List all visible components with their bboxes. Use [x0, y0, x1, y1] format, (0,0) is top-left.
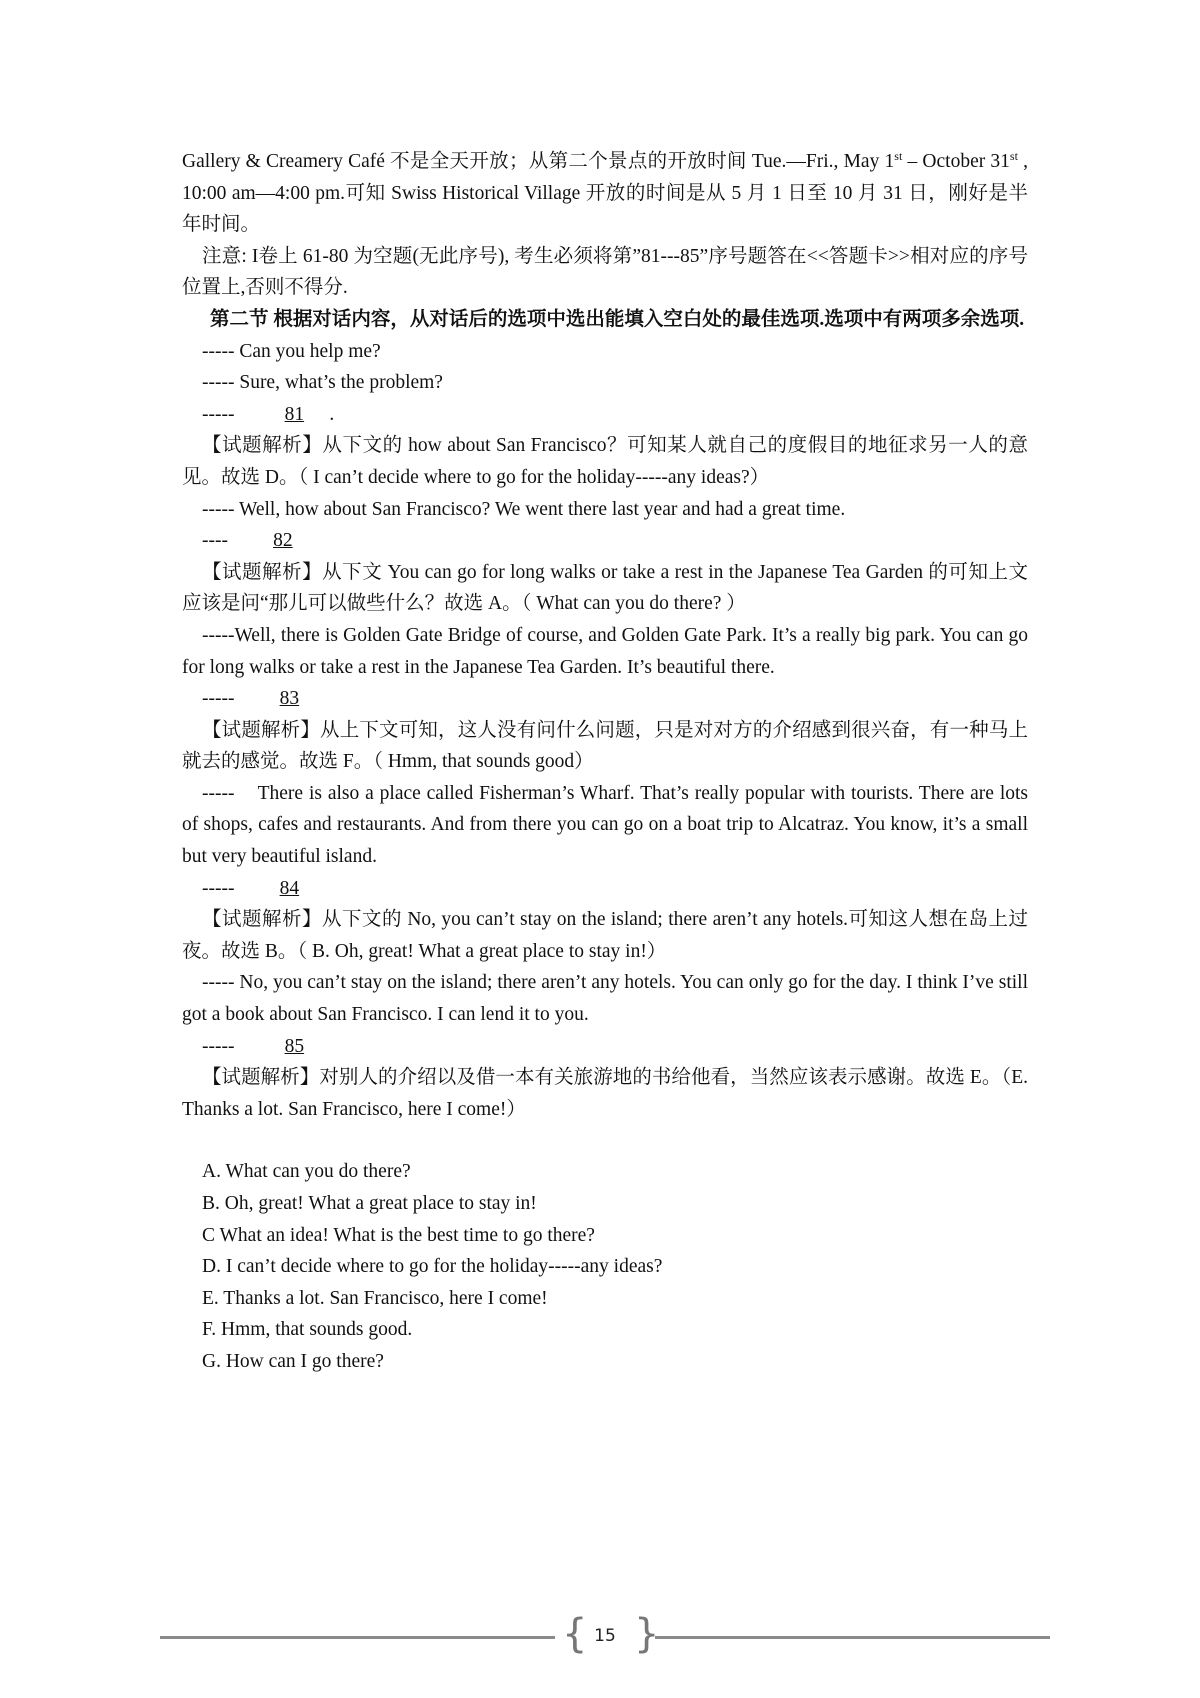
dialog-line: -----Well, there is Golden Gate Bridge of course, and Golden Gate Park. It’s a really big park. You can go for long walks or take a rest in the Japanese Tea Garden. It’s beautiful there.	[182, 624, 1028, 678]
dialog-line: ----- Can you help me?	[202, 340, 381, 362]
intro-line2: October 31	[922, 151, 1010, 172]
answer-blank-81: 81	[284, 403, 305, 425]
page-number: 15	[594, 1626, 616, 1646]
question-84	[182, 873, 1028, 905]
document-body	[182, 146, 1033, 1378]
dialog-line: ----- Sure, what’s the problem?	[202, 372, 443, 394]
dash-prefix: -----	[202, 1035, 240, 1057]
question-81	[182, 399, 1028, 431]
intro-dash: –	[902, 151, 918, 172]
option-d: D. I can’t decide where to go for the holiday-----any ideas?	[202, 1256, 663, 1278]
dialog-line: ----- There is also a place called Fisherman’s Wharf. That’s really popular with tourists. There are lots of shops, cafes and restaurants. And from there you can go on a boat trip to Alcatraz. You know, it’s a small but very beautiful island.	[182, 782, 1033, 868]
question-82	[182, 525, 1028, 557]
answer-blank-84: 84	[279, 877, 300, 899]
options-list	[182, 1156, 1028, 1377]
intro-paragraph	[182, 146, 1028, 241]
answer-blank-82: 82	[273, 530, 293, 552]
footer-rule-left	[160, 1636, 555, 1639]
analysis-83: 【试题解析】从上下文可知，这人没有问什么问题，只是对对方的介绍感到很兴奋，有一种马上就去的感觉。故选 F。（ Hmm, that sounds good）	[182, 719, 1028, 773]
exam-note: 注意: I卷上 61-80 为空题(无此序号), 考生必须将第”81---85”序号题答在<<答题卡>>相对应的序号位置上,否则不得分.	[182, 245, 1028, 299]
option-e: E. Thanks a lot. San Francisco, here I come!	[202, 1287, 548, 1309]
footer-rule-right	[655, 1636, 1050, 1639]
option-f: F. Hmm, that sounds good.	[202, 1319, 413, 1341]
option-g: G. How can I go there?	[202, 1350, 384, 1372]
analysis-82: 【试题解析】从下文 You can go for long walks or take a rest in the Japanese Tea Garden 的可知上文应该是问“那儿可以做些什么？故选 A。（ What can you do there? ）	[182, 561, 1028, 615]
superscript: st	[1009, 149, 1018, 163]
spacer	[182, 1125, 1028, 1156]
dash-prefix: ----	[202, 530, 233, 552]
page-footer	[160, 1612, 1050, 1662]
question-85	[182, 1031, 1028, 1063]
option-a: A. What can you do there?	[202, 1161, 411, 1183]
right-brace-icon: }	[634, 1611, 660, 1657]
dash-prefix: -----	[202, 403, 240, 425]
option-b: B. Oh, great! What a great place to stay in!	[202, 1193, 537, 1214]
left-brace-icon: {	[562, 1611, 588, 1657]
period: .	[329, 403, 335, 425]
intro-line1: Gallery & Creamery Café 不是全天开放；从第二个景点的开放时间 Tue.—Fri., May 1	[182, 151, 895, 172]
dash-prefix: -----	[202, 877, 240, 899]
section-heading: 第二节 根据对话内容，从对话后的选项中选出能填入空白处的最佳选项.选项中有两项多余选项.	[210, 308, 1025, 330]
answer-blank-83: 83	[279, 688, 300, 710]
answer-blank-85: 85	[284, 1035, 305, 1057]
question-83	[182, 683, 1028, 715]
option-c: C What an idea! What is the best time to go there?	[202, 1224, 595, 1246]
analysis-85: 【试题解析】对别人的介绍以及借一本有关旅游地的书给他看，当然应该表示感谢。故选 E。（E. Thanks a lot. San Francisco, here I come!）	[182, 1067, 1028, 1120]
intro-line2-rest: , 10:00 am—4:00 pm.可知 Swiss Historical Village 开放的时间是从 5 月 1 日至 10 月 31 日，刚好是半年时间。	[182, 151, 1028, 236]
dash-prefix: -----	[202, 688, 240, 710]
analysis-81: 【试题解析】从下文的 how about San Francisco？可知某人就自己的度假目的地征求另一人的意见。故选 D。（ I can’t decide where to go for the holiday-----any ideas?）	[182, 435, 1028, 488]
analysis-84: 【试题解析】从下文的 No, you can’t stay on the island; there aren’t any hotels.可知这人想在岛上过夜。故选 B。（ B. Oh, great! What a great place to stay in!）	[182, 909, 1028, 962]
dialog-line: ----- Well, how about San Francisco? We went there last year and had a great time.	[202, 498, 846, 520]
dialog-line: ----- No, you can’t stay on the island; there aren’t any hotels. You can only go for the day. I think I’ve still got a book about San Francisco. I can lend it to you.	[182, 972, 1028, 1026]
superscript: st	[894, 149, 903, 163]
